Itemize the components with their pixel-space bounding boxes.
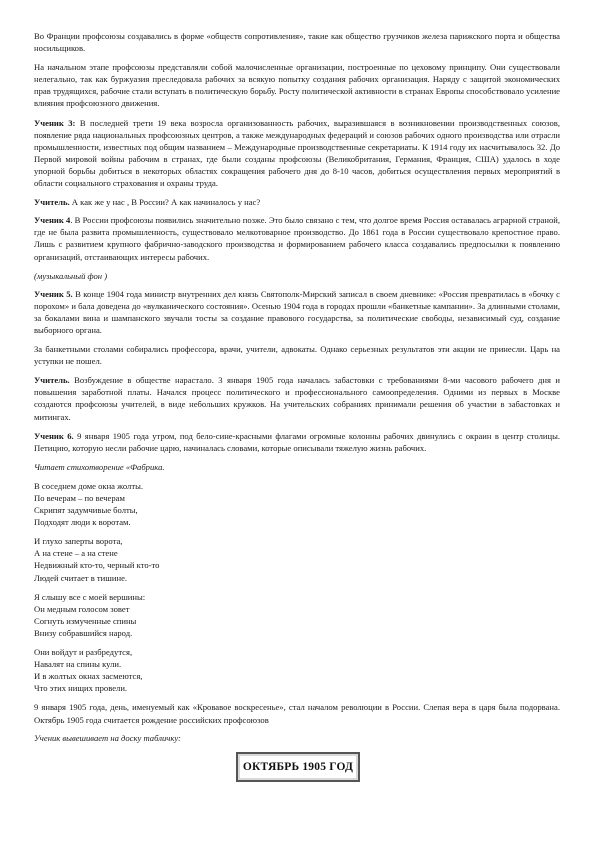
paragraph-bloody-sunday: 9 января 1905 года, день, именуемый как «Кровавое воскресенье», стал началом революции в России. Слепая вера в царя была подорвана. Октябрь 1905 года считается рождение российских профсоюзов (34, 702, 560, 725)
poem-line: Недвижный кто-то, черный кто-то (34, 560, 160, 571)
poem-line: По вечерам – по вечерам (34, 493, 125, 503)
poem-stanza (34, 646, 560, 694)
speaker-text: 9 января 1905 года утром, под бело-сине-красными флагами огромные колонны рабочих двинулись с окраин в центр столицы. Петицию, которую несли рабочие царю, начиналась словами, которые описывали тяжелую жизнь рабочих. (34, 430, 560, 453)
poem-stanza (34, 591, 560, 639)
poem-line: Скрипят задумчивые болты, (34, 505, 138, 516)
paragraph-teacher-question (34, 196, 560, 208)
speaker-text: В конце 1904 года министр внутренних дел князь Святополк-Мирский записал в своем дневнике: «Россия превратилась в «бочку с порохом» и бала доведена до «вулканического состояния». Осенью 1904 года в городах прошли «банкетные кампании». За длинными столами, за бокалами вина и шампанского звучали тосты за создание правового государства, за политические свободы, независимый суд, создание выборного органа. (34, 288, 560, 335)
stage-direction-poem: Читает стихотворение «Фабрика. (34, 461, 165, 472)
stage-direction-sign: Ученик вывешивает на доску табличку: (34, 732, 181, 743)
stage-direction-music: (музыкальный фон ) (34, 270, 108, 281)
paragraph-early-unions: На начальном этапе профсоюзы представляли собой малочисленные организации, построенные по цеховому принципу. Они существовали нелегально, так как буржуазия преследовала рабочих за всякую попытку создания рабочих организация. Наряду с защитой экономических прав трудящихся, рабочие стали вступать в политическую борьбу. Росту политической активности в странах Европы способствовало усиление влияния профсоюзного движения. (34, 62, 560, 109)
speaker-label: Ученик 3: (34, 117, 76, 128)
poem-line: Что этих нищих провели. (34, 683, 128, 694)
paragraph-student-3 (34, 117, 560, 190)
paragraph-banquets: За банкетными столами собирались профессора, врачи, учители, адвокаты. Однако серьезных результатов эти акции не принесли. Царь на уступки не пошел. (34, 344, 560, 367)
poem-line: И глухо заперты ворота, (34, 536, 123, 547)
poem-line: Навалят на спины кули. (34, 659, 122, 670)
poem-line: А на стене – а на стене (34, 548, 118, 559)
paragraph-teacher-1905 (34, 374, 560, 422)
sign-container (34, 752, 560, 782)
speaker-label: Учитель. (34, 197, 70, 208)
speaker-text: Возбуждение в обществе нарастало. 3 января 1905 года началась забастовки с требованиями 8-ми часового рабочего дня и повышения заработной платы. Начался процесс политического и профессионального самоопределения. Одними из первых в Москве создаются профсоюзы учителей, в виде небольших кружков. На учительских собраниях принимали решения об участии в забастовках и митингах. (34, 375, 560, 422)
poem-line: Людей считает в тишине. (34, 572, 128, 583)
paragraph-student-6 (34, 430, 560, 454)
poem-line: Он медным голосом зовет (34, 603, 130, 614)
poem-line: Согнуть измученные спины (34, 615, 137, 626)
paragraph-student-4 (34, 214, 560, 262)
october-1905-sign: ОКТЯБРЬ 1905 ГОД (236, 752, 360, 782)
speaker-label: Ученик 6. (34, 430, 74, 441)
poem-line: Я слышу все с моей вершины: (34, 591, 146, 602)
speaker-label: Учитель. (34, 375, 70, 386)
document-page (34, 30, 560, 782)
paragraph-student-5 (34, 288, 560, 336)
speaker-label: Ученик 4 (34, 215, 71, 226)
poem-line: Подходят люди к воротам. (34, 517, 131, 528)
poem-stanza (34, 535, 560, 583)
poem-line: И в жолтых окнах засмеются, (34, 671, 143, 682)
speaker-label: Ученик 5. (34, 288, 73, 299)
speaker-text: В последней трети 19 века возросла организованность рабочих, выразившаяся в возникновении производственных союзов, появление ряда национальных профсоюзных центров, а также международных федераций и союзов рабочих одного производства или отрасли промышленности, известных под общим названием – Международные производственные секретариаты. К 1914 году их насчитывалось 32. До Первой мировой войны рабочим в странах, где были созданы профсоюзы (Великобритания, Германия, Франция, США) удалось в ходе упорной борьбы добиться в некоторых областях сокращения рабочего дня до 8-10 часов, добиться осуществления первых мероприятий в области социального страхования и охраны труда. (34, 117, 560, 189)
speaker-text: А как же у нас , В России? А как начиналось у нас? (69, 197, 261, 208)
poem-stanza (34, 480, 560, 528)
poem-line: Внизу собравшийся народ. (34, 627, 133, 638)
speaker-text: . В России профсоюзы появились значительно позже. Это было связано с тем, что долгое время Россия оставалась аграрной страной, где не была развита промышленность, существовало мелкотоварное производство. До 1861 года в России существовало крепостное право. Лишь с развитием крупного фабрично-заводского производства и формированием рабочего класса создавались предпосылки к появлению организаций, отстаивающих интересы рабочих. (34, 215, 560, 262)
poem-line: В соседнем доме окна жолты. (34, 480, 144, 491)
paragraph-france: Во Франции профсоюзы создавались в форме «обществ сопротивления», такие как общество грузчиков железа парижского порта и общества носильщиков. (34, 31, 560, 54)
poem-line: Они войдут и разбредутся, (34, 647, 133, 658)
